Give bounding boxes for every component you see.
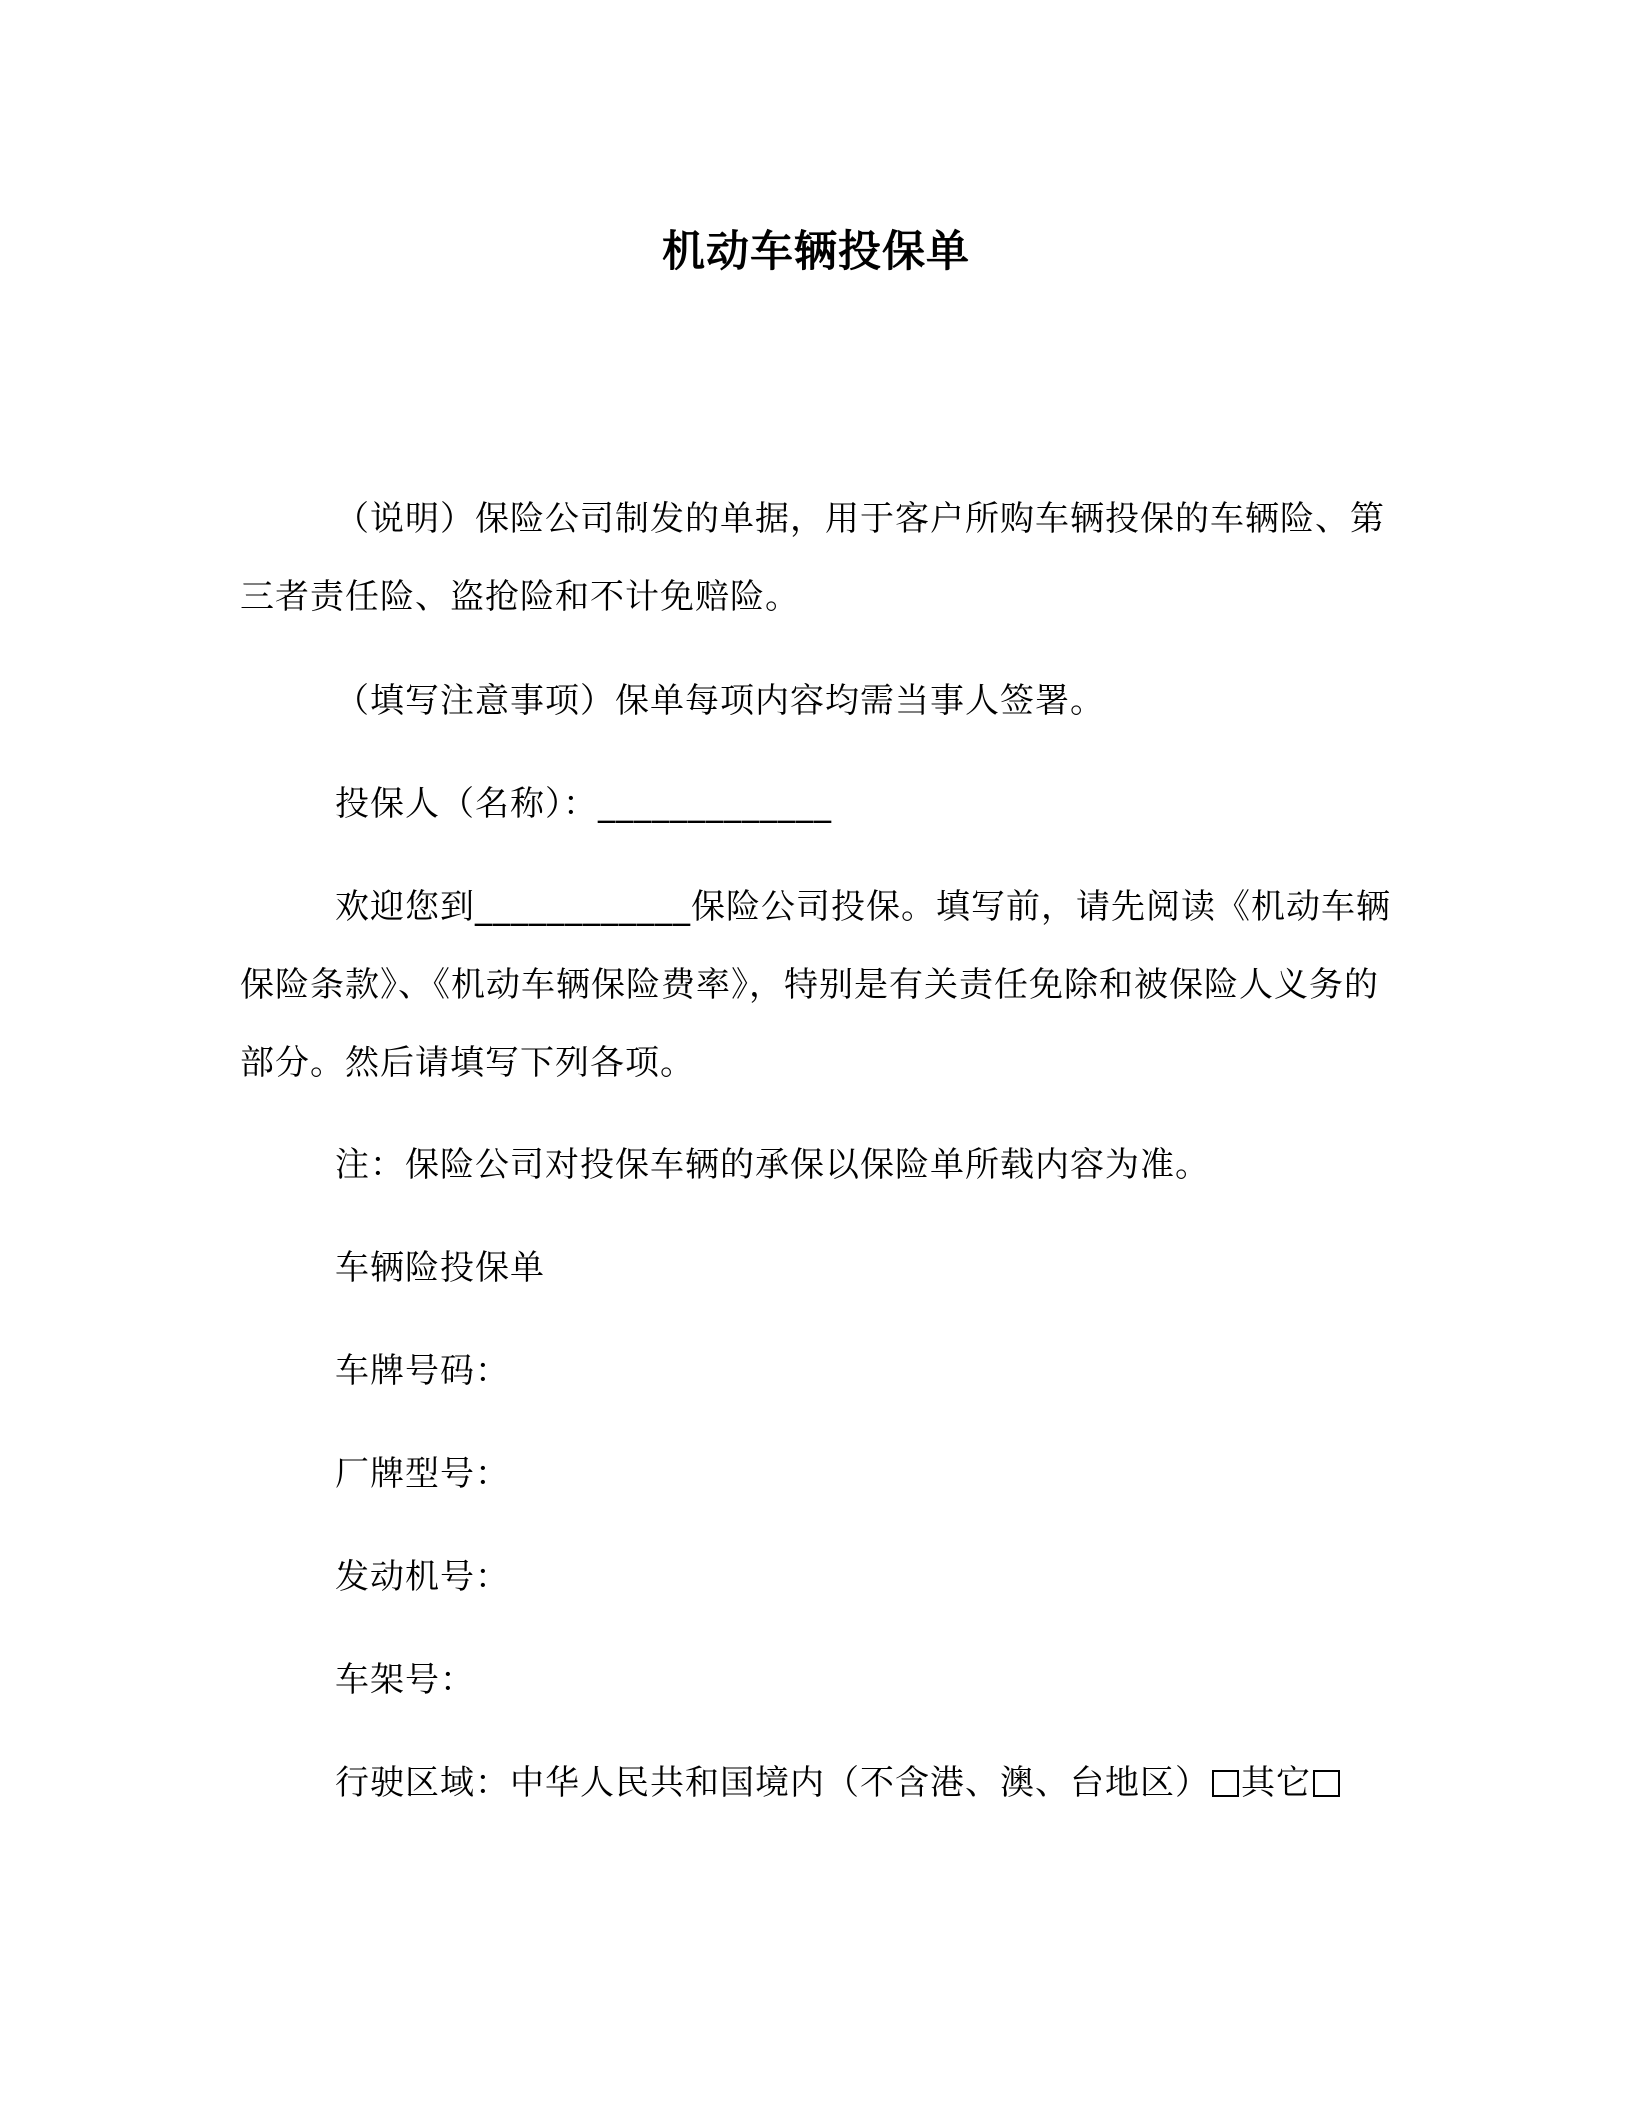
welcome-suffix: 保险公司投保。填写前，请先阅读《机动车辆保险条款》、《机动车辆保险费率》，特别是有关责任免除和被保险人义务的部分。然后请填写下列各项。 [240, 887, 1391, 1083]
engine-block [240, 1538, 1396, 1616]
document-title: 机动车辆投保单 [662, 227, 970, 277]
driving-area-paragraph [240, 1744, 1396, 1822]
engine-number-field: 发动机号： [335, 1557, 510, 1597]
applicant-label: 投保人（名称）： [335, 784, 598, 824]
welcome-block [240, 868, 1396, 1102]
note-paragraph: 注：保险公司对投保车辆的承保以保险单所载内容为准。 [335, 1145, 1210, 1185]
notice-paragraph: （填写注意事项）保单每项内容均需当事人签署。 [335, 681, 1105, 721]
section-block [240, 1229, 1396, 1307]
section-title: 车辆险投保单 [335, 1248, 545, 1288]
plate-block [240, 1332, 1396, 1410]
domestic-checkbox[interactable] [1212, 1770, 1239, 1797]
frame-block [240, 1641, 1396, 1719]
plate-number-field: 车牌号码： [335, 1351, 510, 1391]
welcome-prefix: 欢迎您到 [335, 887, 475, 927]
document-body [240, 480, 1396, 636]
applicant-line [240, 765, 1396, 843]
note-block [240, 1126, 1396, 1204]
other-checkbox[interactable] [1313, 1770, 1340, 1797]
applicant-blank[interactable]: _____________ [598, 784, 832, 824]
welcome-paragraph [240, 868, 1396, 1102]
brand-block [240, 1435, 1396, 1513]
other-label: 其它 [1241, 1763, 1311, 1803]
frame-number-field: 车架号： [335, 1660, 475, 1700]
brand-model-field: 厂牌型号： [335, 1454, 510, 1494]
notice-block [240, 662, 1396, 740]
applicant-block [240, 765, 1396, 843]
intro-paragraph: （说明）保险公司制发的单据，用于客户所购车辆投保的车辆险、第三者责任险、盗抢险和不计免赔险。 [240, 499, 1385, 617]
driving-area-block [240, 1744, 1396, 1822]
driving-area-label: 行驶区域：中华人民共和国境内（不含港、澳、台地区） [335, 1763, 1210, 1803]
insurer-blank[interactable]: ____________ [475, 887, 691, 927]
